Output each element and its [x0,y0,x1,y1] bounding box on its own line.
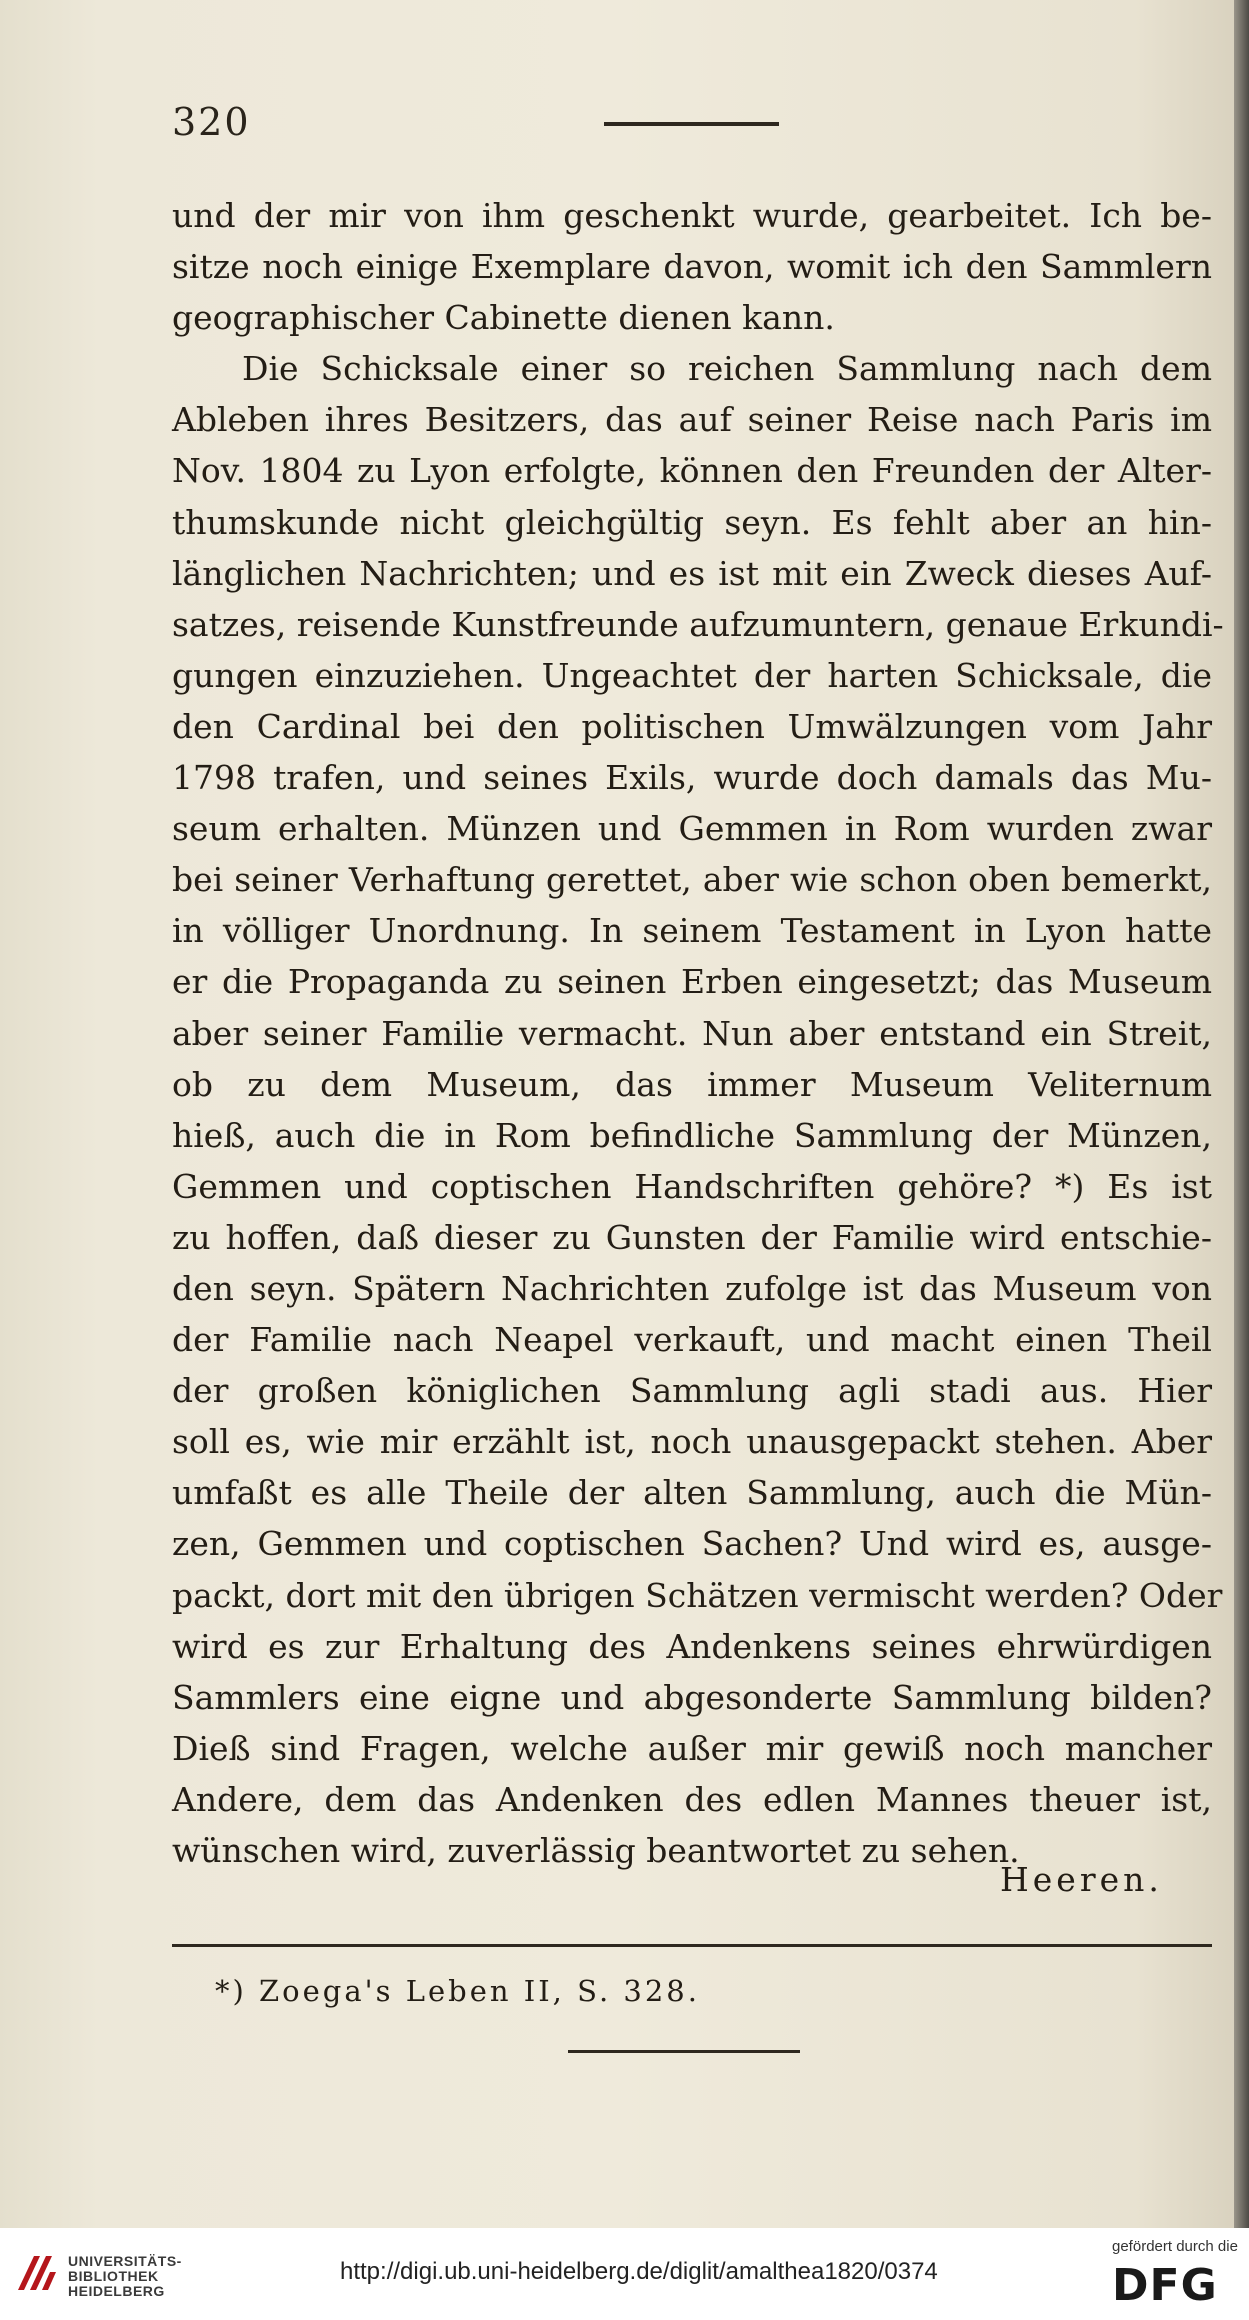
text-line: aber seiner Familie vermacht. Nun aber entstand ein Streit, [172,1013,1212,1053]
text-line: satzes, reisende Kunstfreunde aufzumuntern, genaue Erkundi- [172,604,1224,644]
text-line: Ableben ihres Besitzers, das auf seiner Reise nach Paris im [172,400,1212,440]
page-header [172,100,1212,150]
text-line: gungen einzuziehen. Ungeachtet der harten Schicksale, die [172,655,1212,695]
text-line: geographischer Cabinette dienen kann. [172,298,835,338]
text-line: er die Propaganda zu seinen Erben eingesetzt; das Museum [172,962,1212,1002]
text-line: zen, Gemmen und coptischen Sachen? Und wird es, ausge- [172,1524,1212,1564]
footnote-separator [172,1944,1212,1947]
text-line: Nov. 1804 zu Lyon erfolgte, können den Freunden der Alter- [172,451,1212,491]
text-line: der Familie nach Neapel verkauft, und macht einen Theil [172,1320,1212,1360]
text-line: Sammlers eine eigne und abgesonderte Sammlung bilden? [172,1677,1212,1717]
library-name-line: HEIDELBERG [68,2283,165,2299]
text-line: den Cardinal bei den politischen Umwälzungen vom Jahr [172,706,1212,746]
text-line: in völliger Unordnung. In seinem Testament in Lyon hatte [172,911,1212,951]
text-line: sitze noch einige Exemplare davon, womit ich den Sammlern [172,247,1212,287]
text-line: der großen königlichen Sammlung agli stadi aus. Hier [172,1371,1212,1411]
footnote: *) Zoega's Leben II, S. 328. [215,1974,700,2008]
dfg-logo: DFG [1112,2260,1218,2311]
text-line: Andere, dem das Andenken des edlen Mannes theuer ist, [172,1779,1212,1819]
library-name-line: UNIVERSITÄTS- [68,2253,182,2269]
end-rule [568,2050,800,2053]
text-line: Dieß sind Fragen, welche außer mir gewiß noch mancher [172,1728,1212,1768]
text-line: und der mir von ihm geschenkt wurde, gearbeitet. Ich be- [172,196,1212,235]
text-line: thumskunde nicht gleichgültig seyn. Es fehlt aber an hin- [172,502,1212,542]
text-line: bei seiner Verhaftung gerettet, aber wie schon oben bemerkt, [172,860,1212,900]
book-spine-shadow [1234,0,1249,2228]
permalink-url[interactable]: http://digi.ub.uni-heidelberg.de/diglit/amalthea1820/0374 [340,2258,938,2285]
sponsor-note: gefördert durch die [1112,2238,1238,2255]
text-line: packt, dort mit den übrigen Schätzen vermischt werden? Oder [172,1575,1223,1615]
text-line: wünschen wird, zuverlässig beantwortet zu sehen. [172,1831,1020,1870]
footer-bar [0,2228,1249,2320]
author-signature: Heeren. [1000,1860,1163,1899]
text-line: seum erhalten. Münzen und Gemmen in Rom wurden zwar [172,809,1212,849]
body-text [172,190,1224,1876]
library-name [68,2254,182,2299]
header-rule [604,122,779,126]
text-line: hieß, auch die in Rom befindliche Sammlung der Münzen, [172,1115,1212,1155]
text-line: soll es, wie mir erzählt ist, noch unausgepackt stehen. Aber [172,1422,1212,1462]
library-name-line: BIBLIOTHEK [68,2268,159,2284]
library-logo-icon [14,2250,60,2296]
text-line: den seyn. Spätern Nachrichten zufolge ist das Museum von [172,1268,1212,1308]
text-line: zu hoffen, daß dieser zu Gunsten der Familie wird entschie- [172,1217,1212,1257]
page-number: 320 [172,100,251,144]
text-line: Gemmen und coptischen Handschriften gehöre? *) Es ist [172,1166,1212,1206]
text-line: 1798 trafen, und seines Exils, wurde doch damals das Mu- [172,758,1212,798]
text-line: wird es zur Erhaltung des Andenkens seines ehrwürdigen [172,1626,1212,1666]
text-line: ob zu dem Museum, das immer Museum Veliternum [172,1064,1212,1104]
text-line: länglichen Nachrichten; und es ist mit ein Zweck dieses Auf- [172,553,1212,593]
text-line: umfaßt es alle Theile der alten Sammlung, auch die Mün- [172,1473,1212,1513]
text-line: Die Schicksale einer so reichen Sammlung nach dem [242,349,1212,389]
